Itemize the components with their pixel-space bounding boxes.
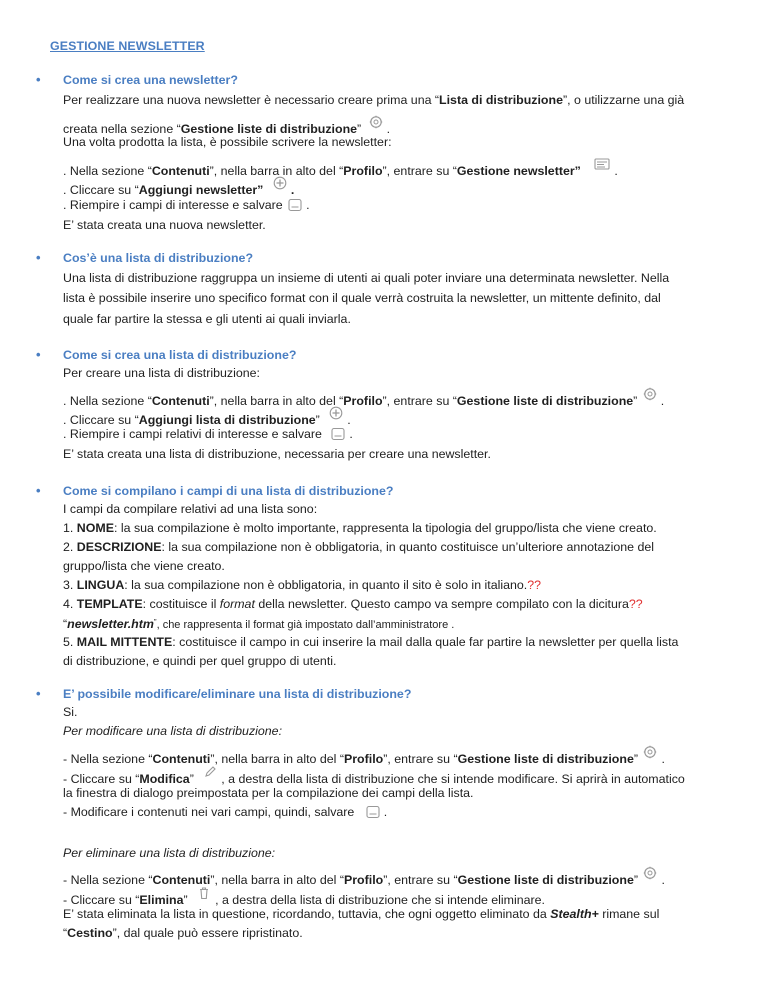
text-line: - Nella sezione “Contenuti”, nella barra in alto del “Profilo”, entrare su “Gestione liste di distribuzione” . — [63, 866, 665, 884]
text-line: Per creare una lista di distribuzione: — [63, 366, 260, 380]
text-line: 2. DESCRIZIONE: la sua compilazione non è obbligatoria, in quanto costituisce un’ulteriore annotazione del — [63, 540, 654, 554]
text-line: . Nella sezione “Contenuti”, nella barra in alto del “Profilo”, entrare su “Gestione liste di distribuzione” . — [63, 387, 664, 405]
text-line: gruppo/lista che viene creato. — [63, 559, 225, 573]
text-line: 1. NOME: la sua compilazione è molto importante, rappresenta la tipologia del gruppo/lista che viene creato. — [63, 521, 657, 535]
text-line: Si. — [63, 705, 78, 719]
newsletter-icon[interactable] — [594, 157, 610, 171]
text-line: . Cliccare su “Aggiungi lista di distribuzione” . — [63, 406, 351, 424]
text-line: di distribuzione, e quindi per quel gruppo di utenti. — [63, 654, 337, 668]
text-line: . Cliccare su “Aggiungi newsletter” . — [63, 176, 294, 194]
bullet: • — [36, 250, 41, 265]
text-line: E’ stata creata una nuova newsletter. — [63, 218, 266, 232]
text-line: 3. LINGUA: la sua compilazione non è obbligatoria, in quanto il sito è solo in italiano.?? — [63, 578, 542, 592]
save-icon[interactable] — [331, 427, 345, 441]
page-title: GESTIONE NEWSLETTER — [50, 39, 205, 53]
add-plus-icon[interactable] — [273, 176, 287, 190]
text-line: Per realizzare una nuova newsletter è necessario creare prima una “Lista di distribuzione”, o utilizzarne una già — [63, 93, 685, 107]
text-line: creata nella sezione “Gestione liste di distribuzione” . — [63, 115, 390, 133]
save-icon[interactable] — [366, 805, 380, 819]
text-line: E’ stata eliminata la lista in questione, ricordando, tuttavia, che ogni oggetto eliminato da Stealth+ rimane sul — [63, 907, 660, 921]
bullet: • — [36, 686, 41, 701]
bullet: • — [36, 483, 41, 498]
add-plus-icon[interactable] — [329, 406, 343, 420]
text-line: - Modificare i contenuti nei vari campi, quindi, salvare . — [63, 805, 388, 819]
text-line: E’ stata creata una lista di distribuzione, necessaria per creare una newsletter. — [63, 447, 491, 461]
text-line: quale far partire la stessa e gli utenti ai quali inviarla. — [63, 312, 351, 326]
text-line: - Cliccare su “Elimina” , a destra della lista di distribuzione che si intende eliminare. — [63, 886, 545, 904]
text-line: 4. TEMPLATE: costituisce il format della newsletter. Questo campo va sempre compilato con la dicitura?? — [63, 597, 643, 611]
text-line: Una volta prodotta la lista, è possibile scrivere la newsletter: — [63, 135, 392, 149]
text-line: 5. MAIL MITTENTE: costituisce il campo in cui inserire la mail dalla quale far partire la newsletter per quella lista — [63, 635, 679, 649]
group-gear-icon[interactable] — [369, 115, 383, 129]
faq-question: • E’ possibile modificare/eliminare una lista di distribuzione? — [36, 686, 412, 701]
text-line: . Riempire i campi di interesse e salvare . — [63, 198, 310, 212]
text-line: Per eliminare una lista di distribuzione: — [63, 846, 276, 860]
pencil-edit-icon[interactable] — [203, 765, 217, 779]
faq-question: • Cos’è una lista di distribuzione? — [36, 250, 254, 265]
text-line: - Nella sezione “Contenuti”, nella barra in alto del “Profilo”, entrare su “Gestione liste di distribuzione” . — [63, 745, 665, 763]
bullet: • — [36, 347, 41, 362]
group-gear-icon[interactable] — [643, 745, 657, 759]
text-line: - Cliccare su “Modifica” , a destra della lista di distribuzione che si intende modificare. Si aprirà in automatico — [63, 765, 685, 783]
trash-icon[interactable] — [197, 886, 211, 900]
faq-question: • Come si crea una lista di distribuzione? — [36, 347, 297, 362]
text-line: Per modificare una lista di distribuzione: — [63, 724, 283, 738]
text-line: . Riempire i campi relativi di interesse e salvare . — [63, 427, 353, 441]
group-gear-icon[interactable] — [643, 866, 657, 880]
faq-question: • Come si compilano i campi di una lista di distribuzione? — [36, 483, 394, 498]
faq-question: • Come si crea una newsletter? — [36, 72, 238, 87]
text-line: “newsletter.htm”, che rappresenta il format già impostato dall’amministratore . — [63, 617, 455, 631]
bullet: • — [36, 72, 41, 87]
text-line: Una lista di distribuzione raggruppa un insieme di utenti ai quali poter inviare una determinata newsletter. Nella — [63, 271, 670, 285]
text-line: I campi da compilare relativi ad una lista sono: — [63, 502, 318, 516]
save-icon[interactable] — [288, 198, 302, 212]
text-line: lista è possibile inserire uno specifico format con il quale verrà costruita la newsletter, un mittente definito, dal — [63, 291, 661, 305]
text-line: . Nella sezione “Contenuti”, nella barra in alto del “Profilo”, entrare su “Gestione newsletter” . — [63, 157, 618, 175]
text-line: “Cestino”, dal quale può essere ripristinato. — [63, 926, 303, 940]
group-gear-icon[interactable] — [643, 387, 657, 401]
text-line: la finestra di dialogo preimpostata per la compilazione dei campi della lista. — [63, 786, 474, 800]
